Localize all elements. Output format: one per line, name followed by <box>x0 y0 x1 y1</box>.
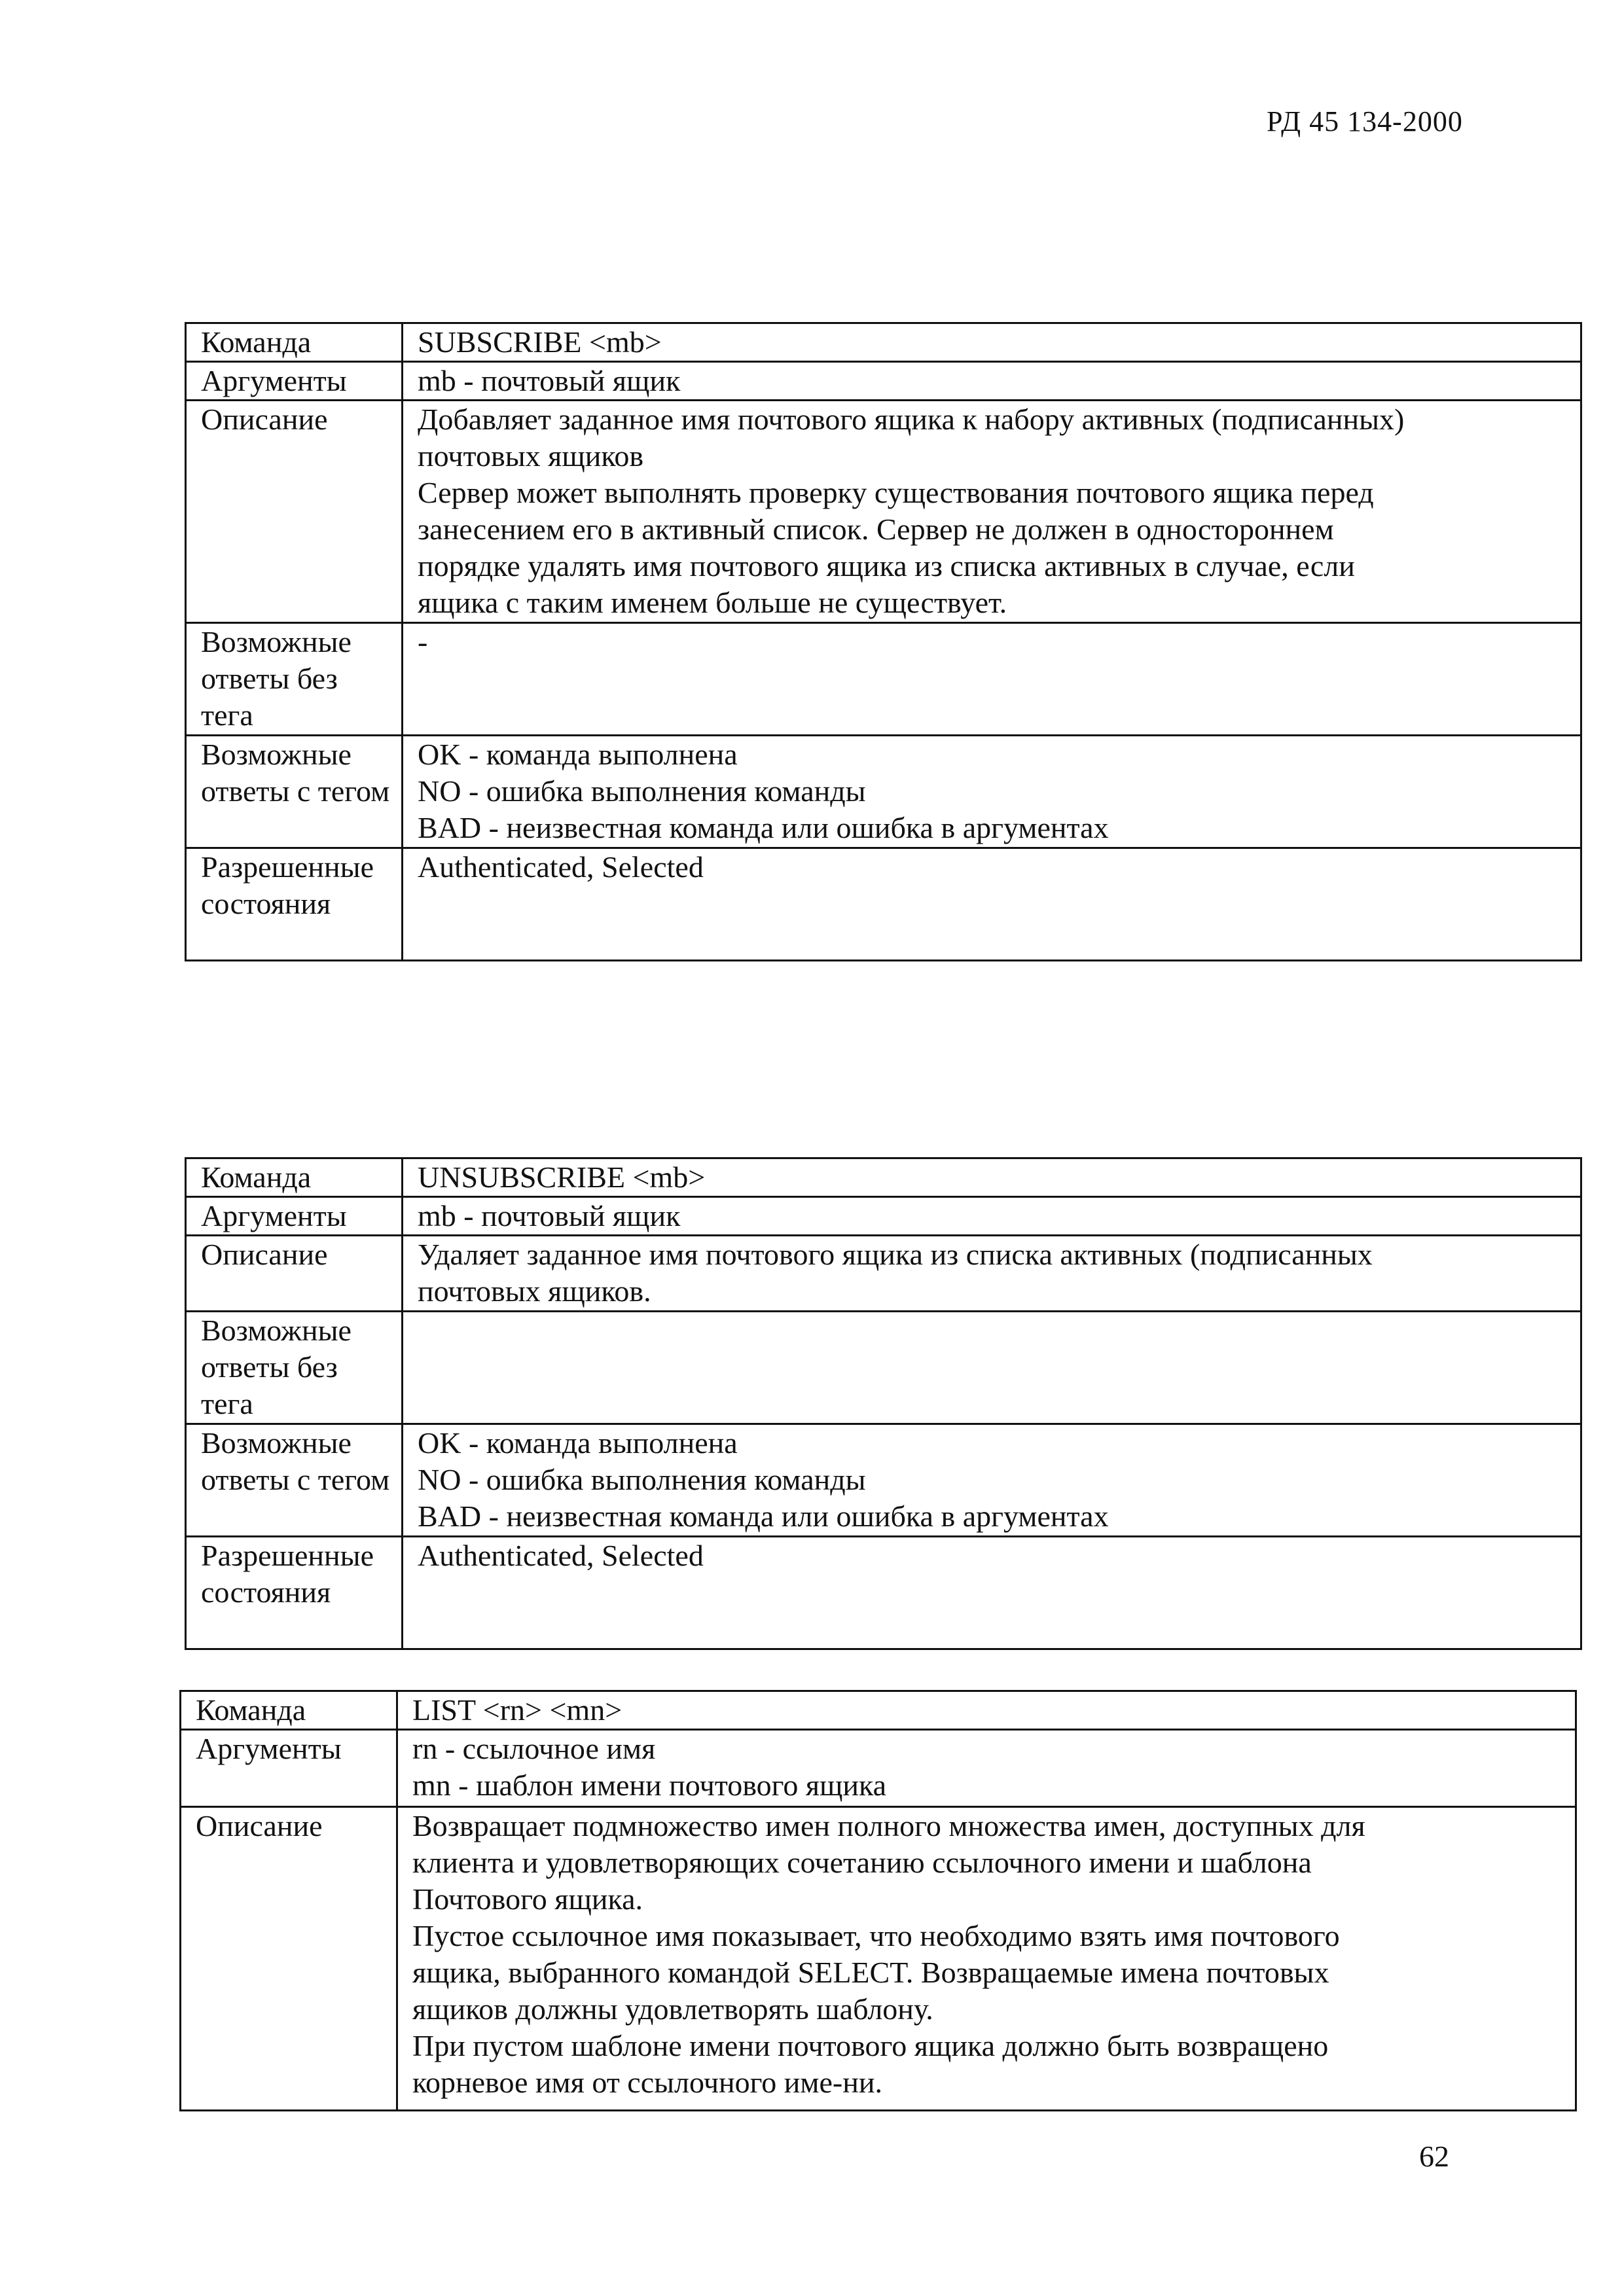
table-row <box>186 1158 1581 1197</box>
row-value: rn - ссылочное имя mn - шаблон имени почтового ящика <box>397 1730 1576 1807</box>
row-value: Удаляет заданное имя почтового ящика из списка активных (подписанных почтовых ящиков. <box>403 1236 1581 1312</box>
command-table-subscribe <box>185 322 1582 961</box>
table-row <box>181 1807 1576 2111</box>
row-label: Возможные ответы без тега <box>186 1312 403 1424</box>
table-row <box>186 623 1581 736</box>
row-value: mb - почтовый ящик <box>403 1197 1581 1236</box>
row-label: Аргументы <box>186 1197 403 1236</box>
row-label: Возможные ответы с тегом <box>186 736 403 848</box>
table-row <box>186 1312 1581 1424</box>
row-value: OK - команда выполнена NO - ошибка выполнения команды BAD - неизвестная команда или ошибка в аргументах <box>403 736 1581 848</box>
table-row <box>186 848 1581 961</box>
row-label: Описание <box>181 1807 397 2111</box>
row-label: Возможные ответы без тега <box>186 623 403 736</box>
document-code: РД 45 134-2000 <box>1267 105 1463 137</box>
row-label: Аргументы <box>181 1730 397 1807</box>
command-table-unsubscribe <box>185 1157 1582 1650</box>
row-label: Описание <box>186 1236 403 1312</box>
table-row <box>186 362 1581 401</box>
command-table-list <box>179 1690 1577 2111</box>
row-label: Разрешенные состояния <box>186 848 403 961</box>
table-row <box>186 323 1581 362</box>
row-label: Команда <box>186 323 403 362</box>
row-label: Команда <box>181 1691 397 1730</box>
table-row <box>186 401 1581 623</box>
table-row <box>181 1730 1576 1807</box>
table-row <box>186 1197 1581 1236</box>
table-row <box>186 1236 1581 1312</box>
row-value: Добавляет заданное имя почтового ящика к набору активных (подписанных) почтовых ящиков Сервер может выполнять проверку существования почтового ящика перед занесением его в активный список. Сервер не должен в одностороннем порядке удалять имя почтового ящика из списка активных в случае, если ящика с таким именем больше не существует. <box>403 401 1581 623</box>
row-value: UNSUBSCRIBE <mb> <box>403 1158 1581 1197</box>
table-row <box>181 1691 1576 1730</box>
row-value: mb - почтовый ящик <box>403 362 1581 401</box>
row-label: Аргументы <box>186 362 403 401</box>
row-label: Возможные ответы с тегом <box>186 1424 403 1537</box>
row-label: Описание <box>186 401 403 623</box>
row-label: Команда <box>186 1158 403 1197</box>
row-value: LIST <rn> <mn> <box>397 1691 1576 1730</box>
row-value <box>403 1312 1581 1424</box>
row-value: Authenticated, Selected <box>403 848 1581 961</box>
table-row <box>186 1537 1581 1649</box>
table-row <box>186 736 1581 848</box>
row-value: Authenticated, Selected <box>403 1537 1581 1649</box>
row-value: Возвращает подмножество имен полного множества имен, доступных для клиента и удовлетворяющих сочетанию ссылочного имени и шаблона Почтового ящика. Пустое ссылочное имя показывает, что необходимо взять имя почтового ящика, выбранного командой SELECT. Возвращаемые имена почтовых ящиков должны удовлетворять шаблону. При пустом шаблоне имени почтового ящика должно быть возвращено корневое имя от ссылочного име-ни. <box>397 1807 1576 2111</box>
page-number: 62 <box>1419 2140 1449 2173</box>
row-label: Разрешенные состояния <box>186 1537 403 1649</box>
row-value: SUBSCRIBE <mb> <box>403 323 1581 362</box>
row-value: - <box>403 623 1581 736</box>
row-value: OK - команда выполнена NO - ошибка выполнения команды BAD - неизвестная команда или ошибка в аргументах <box>403 1424 1581 1537</box>
table-row <box>186 1424 1581 1537</box>
